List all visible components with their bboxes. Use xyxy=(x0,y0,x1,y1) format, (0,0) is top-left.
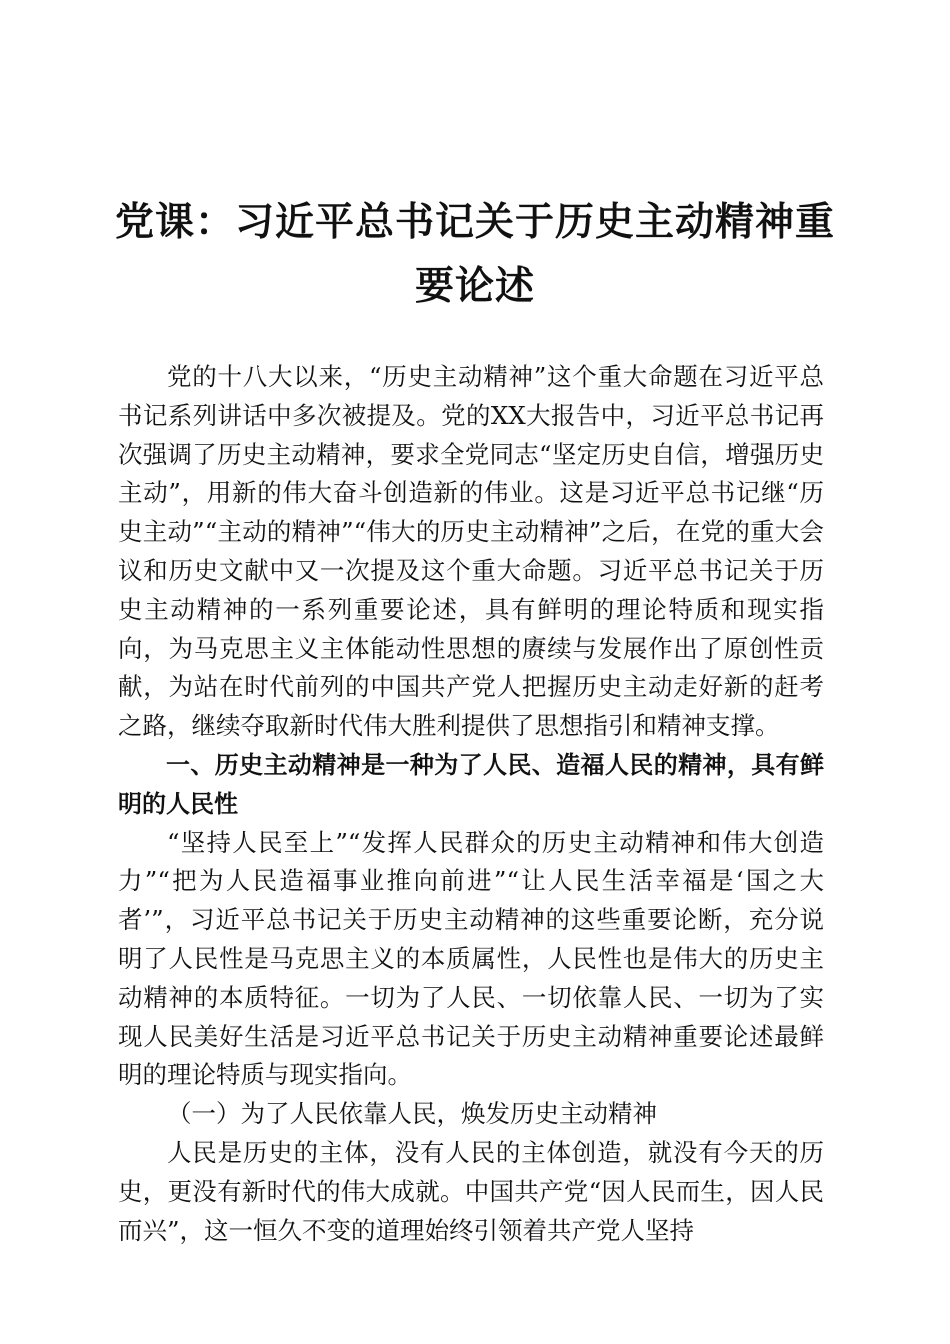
subsection-heading-1: （一）为了人民依靠人民，焕发历史主动精神 xyxy=(167,1099,657,1129)
paragraph-section-1: “坚持人民至上”“发挥人民群众的历史主动精神和伟大创造力”“把为人民造福事业推向前进”“让人民生活幸福是‘国之大者’”，习近平总书记关于历史主动精神的这些重要论断，充分说明了人民性是马克思主义的本质属性，人民性也是伟大的历史主动精神的本质特征。一切为了人民、一切依靠人民、一切为了实现人民美好生活是习近平总书记关于历史主动精神重要论述最鲜明的理论特质与现实指向。 xyxy=(118,827,824,1090)
paragraph-intro: 党的十八大以来，“历史主动精神”这个重大命题在习近平总书记系列讲话中多次被提及。党的XX大报告中，习近平总书记再次强调了历史主动精神，要求全党同志“坚定历史自信，增强历史主动”，用新的伟大奋斗创造新的伟业。这是习近平总书记继“历史主动”“主动的精神”“伟大的历史主动精神”之后，在党的重大会议和历史文献中又一次提及这个重大命题。习近平总书记关于历史主动精神的一系列重要论述，具有鲜明的理论特质和现实指向，为马克思主义主体能动性思想的赓续与发展作出了原创性贡献，为站在时代前列的中国共产党人把握历史主动走好新的赶考之路，继续夺取新时代伟大胜利提供了思想指引和精神支撑。 xyxy=(118,362,824,741)
paragraph-subsection-1: 人民是历史的主体，没有人民的主体创造，就没有今天的历史，更没有新时代的伟大成就。中国共产党“因人民而生，因人民而兴”，这一恒久不变的道理始终引领着共产党人坚持 xyxy=(118,1137,824,1245)
document-body xyxy=(118,358,824,1250)
document-title: 党课：习近平总书记关于历史主动精神重要论述 xyxy=(114,199,835,309)
section-heading-1: 一、历史主动精神是一种为了人民、造福人民的精神，具有鲜明的人民性 xyxy=(118,750,824,818)
